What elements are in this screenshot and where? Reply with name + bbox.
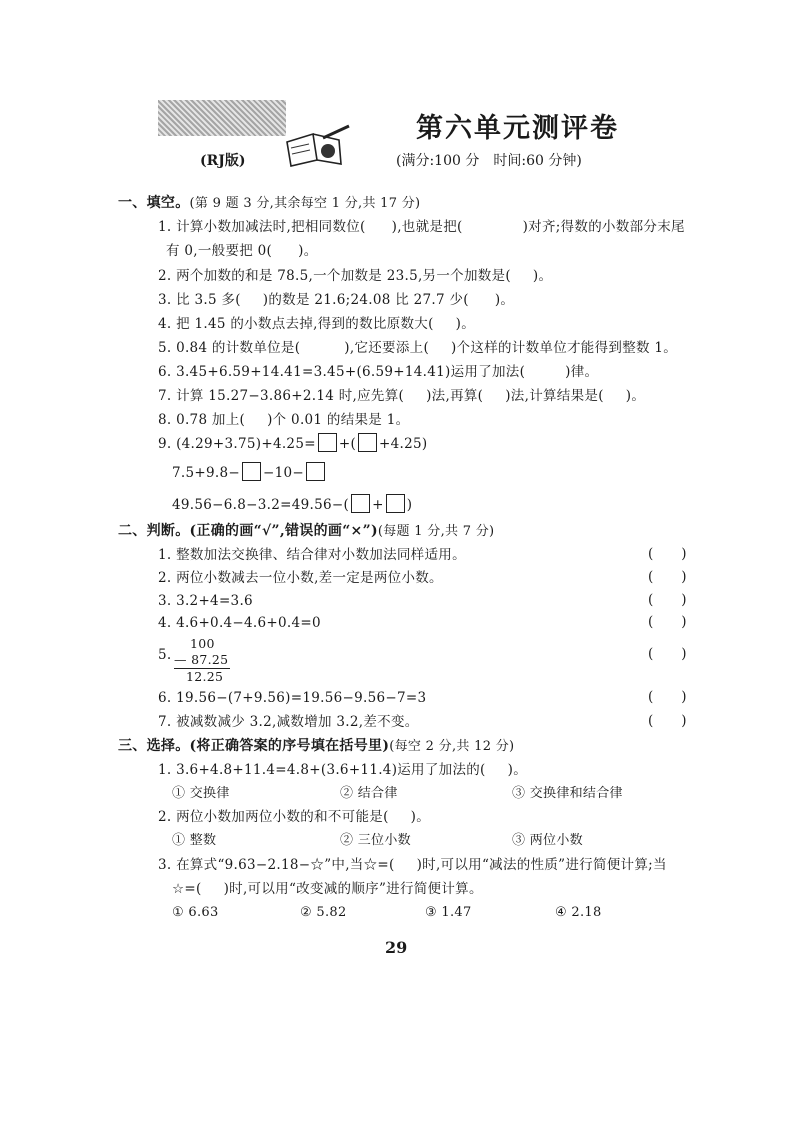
question-1-7: 7. 计算 15.27−3.86+2.14 时,应先算( )法,再算( )法,计算结果是( )。 [158,388,646,404]
choice-option[interactable]: ② 5.82 [300,905,347,920]
question-1-1-cont: 有 0,一般要把 0( )。 [166,243,318,259]
question-1-8: 8. 0.78 加上( )个 0.01 的结果是 1。 [158,412,410,428]
edition-label: (RJ版) [200,153,246,169]
choice-option[interactable]: ① 交换律 [172,786,230,801]
question-1-2: 2. 两个加数的和是 78.5,一个加数是 23.5,另一个加数是( )。 [158,268,553,284]
choice-question-2: 2. 两位小数加两位小数的和不可能是( )。 [158,809,431,825]
question-1-1: 1. 计算小数加减法时,把相同数位( ),也就是把( )对齐;得数的小数部分末尾 [158,219,685,235]
question-1-9b: 7.5+9.8− −10− [172,462,327,482]
choice-question-3-cont: ☆=( )时,可以用“改变减的顺序”进行简便计算。 [172,881,483,897]
vertical-calc-middle: — 87.25 [174,652,229,667]
choice-option[interactable]: ① 6.63 [172,905,219,920]
judge-answer-paren[interactable]: ( ) [648,713,687,729]
question-1-5: 5. 0.84 的计数单位是( ),它还要添上( )个这样的计数单位才能得到整数 1。 [158,340,678,356]
judge-item-5: 5. [158,647,172,663]
answer-box[interactable] [318,433,337,452]
judge-item-6: 6. 19.56−(7+9.56)=19.56−9.56−7=3 [158,690,427,706]
choice-option[interactable]: ③ 1.47 [425,905,472,920]
section-3-heading: 三、选择。(将正确答案的序号填在括号里)(每空 2 分,共 12 分) [118,738,515,754]
vertical-calc-bottom: 12.25 [186,669,224,684]
judge-answer-paren[interactable]: ( ) [648,569,687,585]
question-1-4: 4. 把 1.45 的小数点去掉,得到的数比原数大( )。 [158,316,476,332]
answer-box[interactable] [306,462,325,481]
answer-box[interactable] [351,494,370,513]
judge-item-7: 7. 被减数减少 3.2,减数增加 3.2,差不变。 [158,714,419,730]
judge-answer-paren[interactable]: ( ) [648,592,687,608]
choice-option[interactable]: ④ 2.18 [555,905,602,920]
page-number: 29 [385,938,408,957]
question-1-6: 6. 3.45+6.59+14.41=3.45+(6.59+14.41)运用了加法( )律。 [158,364,599,380]
choice-option[interactable]: ② 三位小数 [340,833,411,848]
judge-answer-paren[interactable]: ( ) [648,646,687,662]
choice-option[interactable]: ③ 交换律和结合律 [512,786,623,801]
judge-item-3: 3. 3.2+4=3.6 [158,593,253,609]
score-time-info: (满分:100 分 时间:60 分钟) [396,153,582,169]
answer-box[interactable] [358,433,377,452]
answer-box[interactable] [242,462,261,481]
page-title: 第六单元测评卷 [416,113,619,144]
judge-answer-paren[interactable]: ( ) [648,689,687,705]
section-2-heading: 二、判断。(正确的画“√”,错误的画“×”)(每题 1 分,共 7 分) [118,523,495,539]
judge-answer-paren[interactable]: ( ) [648,546,687,562]
question-1-3: 3. 比 3.5 多( )的数是 21.6;24.08 比 27.7 少( )。 [158,292,515,308]
choice-question-1: 1. 3.6+4.8+11.4=4.8+(3.6+11.4)运用了加法的( )。 [158,762,527,778]
book-pencil-icon [283,124,353,170]
judge-answer-paren[interactable]: ( ) [648,614,687,630]
vertical-calc-top: 100 [190,636,215,651]
choice-question-3: 3. 在算式“9.63−2.18−☆”中,当☆=( )时,可以用“减法的性质”进行简便计算;当 [158,857,667,873]
choice-option[interactable]: ① 整数 [172,833,217,848]
question-1-9c: 49.56−6.8−3.2=49.56−( + ) [172,494,412,514]
choice-option[interactable]: ③ 两位小数 [512,833,583,848]
header-stamp-graphic [158,100,286,136]
judge-item-1: 1. 整数加法交换律、结合律对小数加法同样适用。 [158,547,466,563]
section-1-heading: 一、填空。(第 9 题 3 分,其余每空 1 分,共 17 分) [118,195,421,211]
answer-box[interactable] [386,494,405,513]
judge-item-4: 4. 4.6+0.4−4.6+0.4=0 [158,615,321,631]
choice-option[interactable]: ② 结合律 [340,786,398,801]
judge-item-2: 2. 两位小数减去一位小数,差一定是两位小数。 [158,570,443,586]
question-1-9a: 9. (4.29+3.75)+4.25= +( +4.25) [158,433,427,453]
